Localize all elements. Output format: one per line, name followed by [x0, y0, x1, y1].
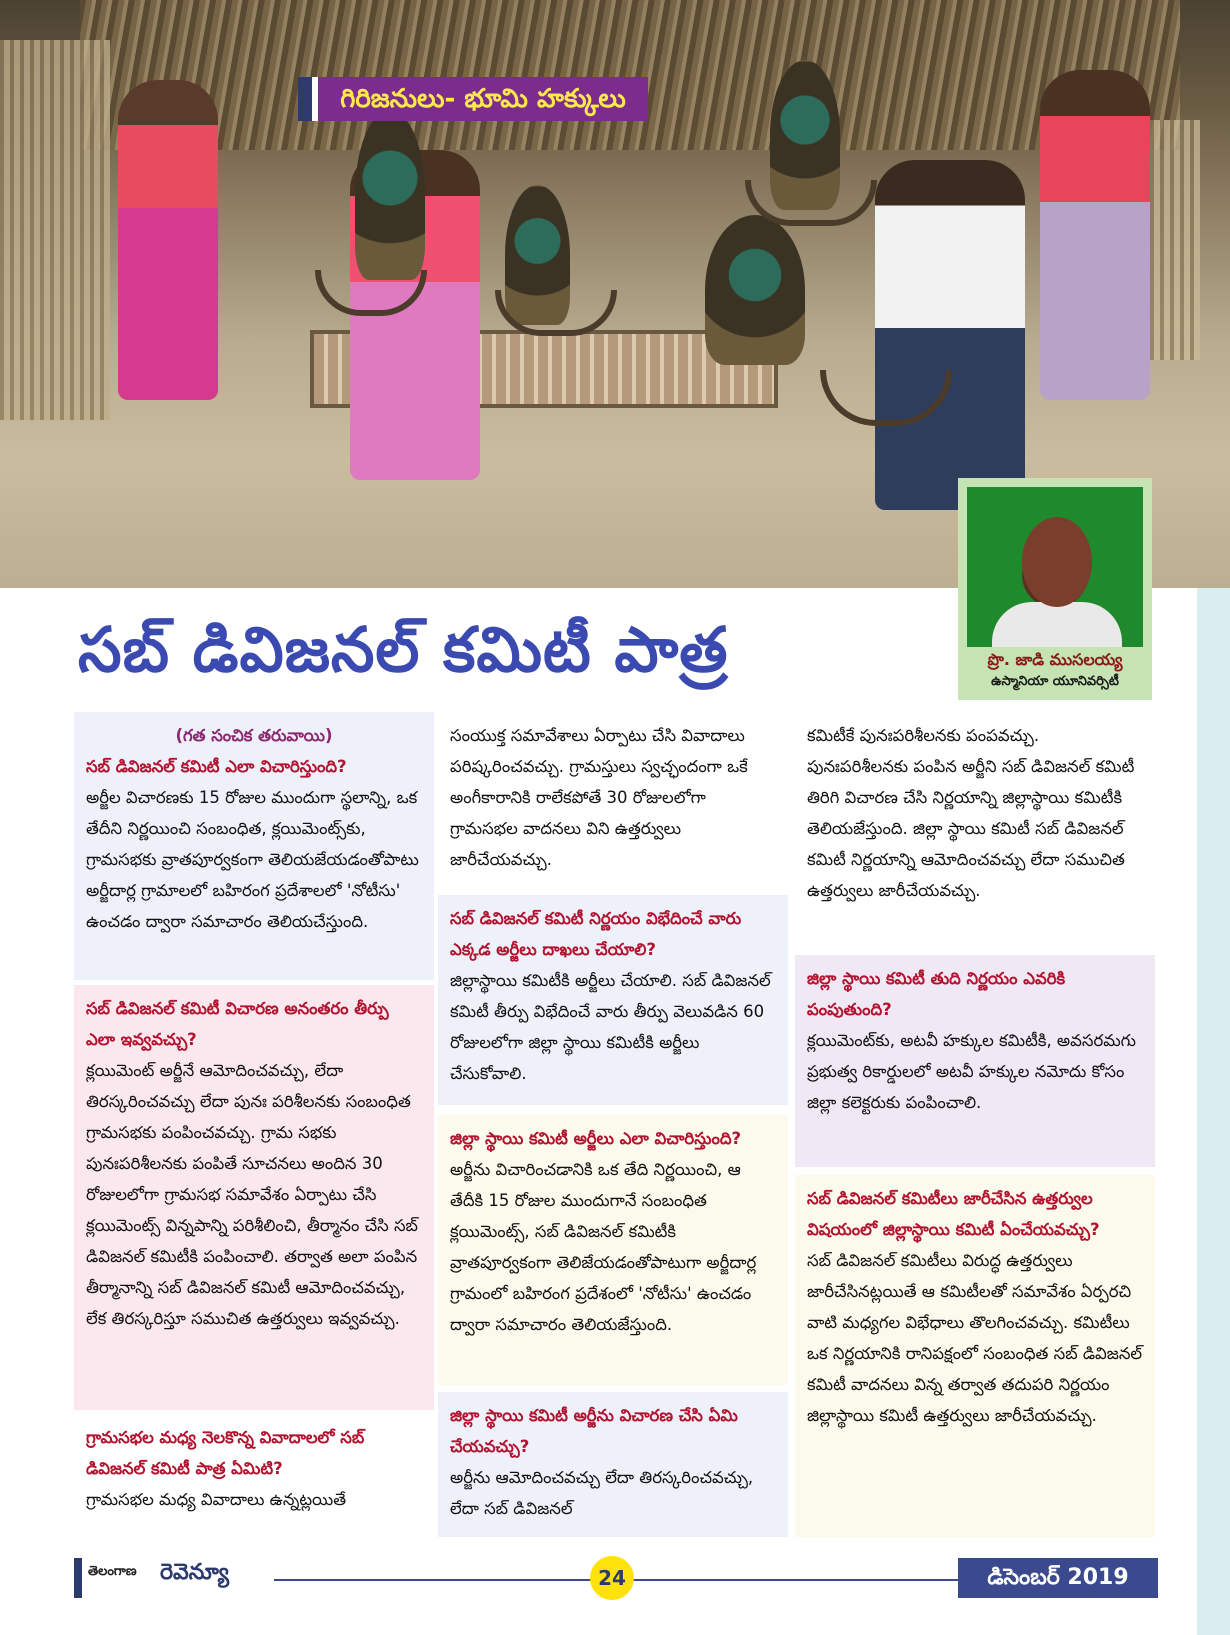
col2-box-2 [438, 895, 788, 1105]
continued-note: (గత సంచిక తరువాయి) [175, 726, 333, 745]
section-tag [298, 77, 648, 121]
author-name: ప్రొ. జాడి ముసలయ్య [987, 650, 1123, 669]
section-tag-bar [298, 77, 312, 121]
peacock-headdress [355, 110, 425, 280]
col2-box-1 [438, 712, 788, 887]
footer-magazine-prefix: తెలంగాణ [88, 1564, 137, 1579]
peacock-headdress [705, 215, 805, 365]
answer-text: అర్జీను విచారించడానికి ఒక తేది నిర్ణయించి, ఆ తేదీకి 15 రోజుల ముందుగానే సంబంధిత క్లయిమెంట్స్, సబ్ డివిజనల్ కమిటీకి వ్రాతపూర్వకంగా తెలిజేయడంతోపాటుగా అర్జీదార్ల గ్రామంలో బహిరంగ ప్రదేశంలో 'నోటీసు' ఉంచడం ద్వారా సమాచారం తెలియజేస్తుంది. [450, 1160, 757, 1334]
col3-box-3 [795, 1175, 1155, 1537]
answer-text: జిల్లాస్థాయి కమిటీకి అర్జీలు చేయాలి. సబ్ డివిజనల్ కమిటీ తీర్పు విభేదించే వారు తీర్పు వెలువడిన 60 రోజులలోగా జిల్లా స్థాయి కమిటీకి అర్జీలు చేసుకోవాలి. [450, 971, 771, 1083]
author-shirt [992, 602, 1122, 647]
answer-text: అర్జీను ఆమోదించవచ్చు లేదా తిరస్కరించవచ్చు, లేదా సబ్ డివిజనల్ [450, 1468, 754, 1518]
footer-issue-date: డిసెంబర్ 2019 [958, 1558, 1158, 1598]
col3-box-2 [795, 955, 1155, 1167]
question-heading: జిల్లా స్థాయి కమిటీ తుది నిర్ణయం ఎవరికి పంపుతుంది? [807, 969, 1066, 1019]
answer-text: అర్జీల విచారణకు 15 రోజుల ముందుగా స్థలాన్ని, ఒక తేదీని నిర్ణయించి సంబంధిత, క్లయిమెంట్స్‌కు, గ్రామసభకు వ్రాతపూర్వకంగా తెలియజేయడంతోపాటు అర్జీదార్ల గ్రామాలలో బహిరంగ ప్రదేశాలలో 'నోటీసు' ఉంచడం ద్వారా సమాచారం తెలియచేస్తుంది. [86, 788, 419, 931]
author-affiliation: ఉస్మానియా యూనివర్సిటీ [991, 674, 1119, 689]
person-seated-right [875, 160, 1025, 510]
col3-box-1 [795, 712, 1155, 947]
section-tag-label: గిరిజనులు- భూమి హక్కులు [318, 77, 648, 121]
footer-magazine-title [74, 1558, 282, 1598]
col2-box-3 [438, 1115, 788, 1385]
answer-text: క్లయిమెంట్‌కు, అటవీ హక్కుల కమిటీకి, అవసరమగు ప్రభుత్వ రికార్డులలో అటవీ హక్కుల నమోదు కోసం జిల్లా కలెక్టరుకు పంపించాలి. [807, 1031, 1137, 1112]
col1-box-2 [74, 985, 434, 1410]
person-standing-right [1040, 70, 1150, 400]
answer-text: కమిటీకే పునఃపరిశీలనకు పంపవచ్చు. పునఃపరిశీలనకు పంపిన అర్జీని సబ్ డివిజనల్ కమిటీ తిరిగి విచారణ చేసి నిర్ణయాన్ని జిల్లాస్థాయి కమిటీకి తెలియజేస్తుంది. జిల్లా స్థాయి కమిటీ సబ్ డివిజనల్ కమిటీ నిర్ణయాన్ని ఆమోదించవచ్చు లేదా సముచిత ఉత్తర్వులు జారీచేయవచ్చు. [807, 726, 1135, 900]
author-photo [967, 487, 1143, 647]
question-heading: సబ్ డివిజనల్ కమిటీలు జారీచేసిన ఉత్తర్వుల విషయంలో జిల్లాస్థాయి కమిటీ ఏంచేయవచ్చు? [807, 1189, 1100, 1239]
question-heading: జిల్లా స్థాయి కమిటీ అర్జీను విచారణ చేసి ఏమి చేయవచ్చు? [450, 1406, 738, 1456]
answer-text: సబ్ డివిజనల్ కమిటీలు విరుద్ధ ఉత్తర్వులు జారీచేసినట్లయితే ఆ కమిటీలతో సమావేశం ఏర్పరచి వాటి మధ్యగల విభేధాలు తొలగించవచ్చు. కమిటీలు ఒక నిర్ణయానికి రానిపక్షంలో సంబంధిత సబ్ డివిజనల్ కమిటీ వాదనలు విన్న తర్వాత తదుపరి నిర్ణయం జిల్లాస్థాయి కమిటీ ఉత్తర్వులు జారీచేయవచ్చు. [807, 1251, 1143, 1425]
fence-left [0, 40, 110, 420]
question-heading: గ్రామసభల మధ్య నెలకొన్న వివాదాలలో సబ్ డివిజనల్ కమిటీ పాత్ర ఏమిటి? [86, 1428, 365, 1478]
answer-text: క్లయిమెంట్ అర్జీనే ఆమోదించవచ్చు, లేదా తిరస్కరించవచ్చు లేదా పునః పరిశీలనకు సంబంధిత గ్రామసభకు పంపించవచ్చు. గ్రామ సభకు పునఃపరిశీలనకు పంపితే సూచనలు అందిన 30 రోజులలోగా గ్రామసభ సమావేశం ఏర్పాటు చేసి క్లయిమెంట్స్ విన్నపాన్ని పరిశీలించి, తీర్మానం చేసి సబ్ డివిజనల్ కమిటీకి పంపించాలి. తర్వాత అలా పంపిన తీర్మానాన్ని సబ్ డివిజనల్ కమిటీ ఆమోదించవచ్చు, లేక తిరస్కరిస్తూ సముచిత ఉత్తర్వులు ఇవ్వవచ్చు. [86, 1061, 418, 1328]
article-headline: సబ్ డివిజనల్ కమిటీ పాత్ర [78, 613, 729, 686]
person-standing-left [118, 80, 218, 400]
question-heading: సబ్ డివిజనల్ కమిటీ నిర్ణయం విభేదించే వారు ఎక్కడ అర్జీలు దాఖలు చేయాలి? [450, 909, 742, 959]
thatch-roof [80, 0, 1180, 150]
col2-box-4 [438, 1392, 788, 1537]
page-number: 24 [590, 1556, 634, 1600]
col1-box-1 [74, 712, 434, 980]
question-heading: సబ్ డివిజనల్ కమిటీ ఎలా విచారిస్తుంది? [86, 757, 347, 776]
answer-text: సంయుక్త సమావేశాలు ఏర్పాటు చేసి వివాదాలు పరిష్కరించవచ్చు. గ్రామస్తులు స్వచ్ఛందంగా ఒకే అంగీకారానికి రాలేకపోతే 30 రోజులలోగా గ్రామసభల వాదనలు విని ఉత్తర్వులు జారీచేయవచ్చు. [450, 726, 748, 869]
col1-box-3 [74, 1414, 434, 1534]
author-face [1022, 517, 1092, 607]
author-box [958, 478, 1152, 700]
question-heading: జిల్లా స్థాయి కమిటీ అర్జీలు ఎలా విచారిస్తుంది? [450, 1129, 742, 1148]
question-heading: సబ్ డివిజనల్ కమిటీ విచారణ అనంతరం తీర్పు ఎలా ఇవ్వవచ్చు? [86, 999, 389, 1049]
footer-magazine-name: రెవెన్యూ [160, 1560, 229, 1585]
answer-text: గ్రామసభల మధ్య వివాదాలు ఉన్నట్లయితే [86, 1490, 347, 1509]
